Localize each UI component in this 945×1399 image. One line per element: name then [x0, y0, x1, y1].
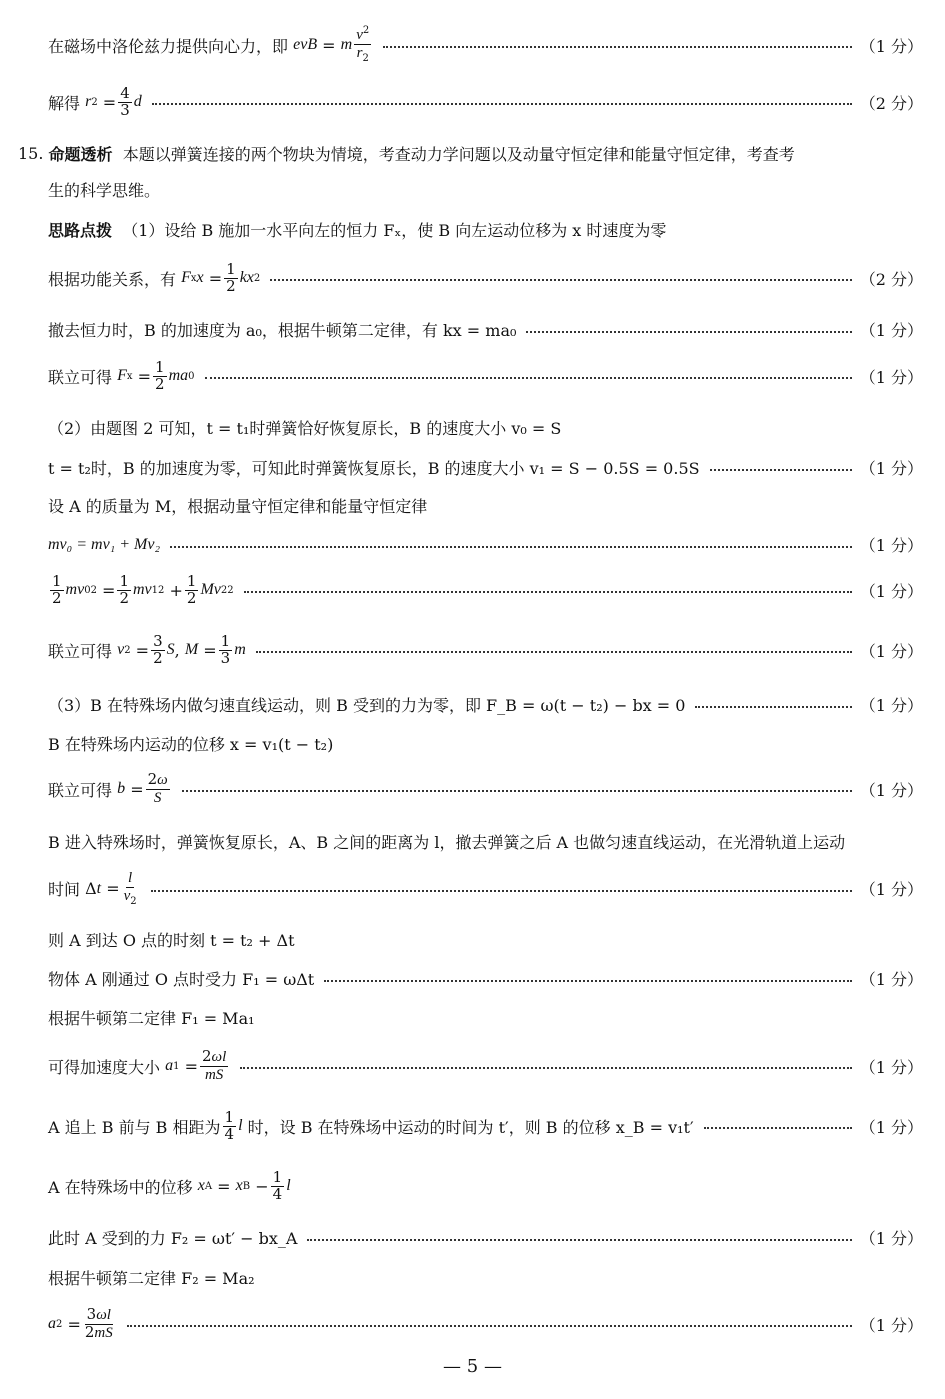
line-newton-f2	[48, 1266, 923, 1289]
line-work-energy: 根据功能关系，有 F x x = $\frac{1}{2}$ kx 2 （2 分）	[48, 260, 923, 295]
text: 根据牛顿第二定律 F₂ = Ma₂	[48, 1269, 255, 1288]
fraction: $\frac{1}{2}$	[155, 358, 165, 393]
line-force-f2	[48, 1226, 923, 1249]
score: （1 分）	[859, 1117, 923, 1137]
text: 此时 A 受到的力 F₂ = ωt′ − bx_A	[48, 1229, 298, 1248]
score: （2 分）	[859, 269, 923, 289]
line-accel-a2: a 2 = $\frac{3\omega l}{2mS}$ （1 分）	[48, 1305, 923, 1341]
score: （1 分）	[859, 459, 923, 478]
line-mass-a	[48, 494, 923, 517]
score: （1 分）	[859, 367, 923, 387]
leader-dots	[205, 377, 852, 379]
text: 根据牛顿第二定律 F₁ = Ma₁	[48, 1009, 255, 1028]
line-lorentz: 在磁场中洛伦兹力提供向心力，即 evB = m $\frac{v^2}{r_2}$ （1 分）	[48, 25, 923, 64]
score: （1 分）	[859, 1315, 923, 1335]
score: （1 分）	[859, 970, 923, 989]
leader-dots	[270, 279, 851, 281]
text: 可得加速度大小	[48, 1057, 161, 1077]
score: （1 分）	[859, 536, 923, 555]
line-accel-a1: 可得加速度大小 a 1 = $\frac{2\omega l}{mS}$ （1 分）	[48, 1047, 923, 1083]
text: 生的科学思维。	[48, 181, 161, 200]
leader-dots	[710, 469, 852, 471]
line-combine-fx: 联立可得 F x = $\frac{1}{2}$ ma 0 （1 分）	[48, 358, 923, 393]
leader-dots	[244, 591, 852, 593]
page-number: — 5 —	[443, 1356, 502, 1377]
leader-dots	[307, 1239, 851, 1241]
text: （1）设给 B 施加一水平向左的恒力 Fₓ，使 B 向左运动位移为 x 时速度为零	[122, 221, 667, 240]
leader-dots	[151, 890, 852, 892]
leader-dots	[182, 790, 852, 792]
leader-dots	[256, 651, 852, 653]
line-time-o	[48, 928, 923, 951]
score: （1 分）	[859, 36, 923, 56]
text: 根据功能关系，有	[48, 269, 177, 289]
line-enter-field	[48, 830, 923, 853]
text: B 在特殊场内运动的位移 x = v₁(t − t₂)	[48, 735, 334, 754]
line-force-f1	[48, 967, 923, 990]
text: 在磁场中洛伦兹力提供向心力，即	[48, 36, 289, 56]
score: （1 分）	[859, 780, 923, 800]
text: 设 A 的质量为 M，根据动量守恒定律和能量守恒定律	[48, 497, 428, 516]
line-displacement-b	[48, 732, 923, 755]
score: （2 分）	[859, 93, 923, 113]
text: 物体 A 刚通过 O 点时受力 F₁ = ωΔt	[48, 970, 315, 989]
score: （1 分）	[859, 581, 923, 601]
fraction: $\frac{v^2}{r_2}$	[356, 25, 370, 64]
line-newton	[48, 318, 923, 341]
score: （1 分）	[859, 1057, 923, 1077]
text: 撤去恒力时，B 的加速度为 a₀，根据牛顿第二定律，有 kx = ma₀	[48, 321, 517, 340]
line-energy: $\frac{1}{2}$ mv 0 2 = $\frac{1}{2}$ mv 1 2 + $\frac{1}{2}$ Mv 2 2 （1 分）	[52, 572, 923, 607]
score: （1 分）	[859, 696, 923, 715]
leader-dots	[704, 1127, 852, 1129]
text: t = t₂时，B 的加速度为零，可知此时弹簧恢复原长，B 的速度大小 v₁ = S − 0.5S = 0.5S	[48, 459, 700, 478]
equation: mv₀ = mv₁ + Mv₂	[48, 535, 161, 553]
line-delta-t: 时间 Δ t = $\frac{l}{v_2}$ （1 分）	[48, 870, 923, 907]
fraction: $\frac{1}{2}$	[226, 260, 236, 295]
score: （1 分）	[859, 1229, 923, 1248]
leader-dots	[695, 706, 851, 708]
text: 解得	[48, 93, 81, 113]
score: （1 分）	[859, 641, 923, 661]
text: 本题以弹簧连接的两个物块为情境，考查动力学问题以及动量守恒定律和能量守恒定律，考查考	[122, 145, 795, 164]
leader-dots	[152, 103, 852, 105]
text: A 追上 B 前与 B 相距为	[48, 1117, 221, 1137]
section-heading: 思路点拨	[48, 221, 113, 240]
text: 联立可得	[48, 641, 113, 661]
score: （1 分）	[859, 321, 923, 340]
line-solve-r2: 解得 r 2 = $\frac{4}{3}$ d （2 分）	[48, 84, 923, 119]
text: A 在特殊场中的位移	[48, 1177, 193, 1197]
text: 联立可得	[48, 367, 113, 387]
text: 时间	[48, 880, 81, 900]
line-part3	[48, 693, 923, 716]
text: （3）B 在特殊场内做匀速直线运动，则 B 受到的力为零，即 F_B = ω(t − t₂) − bx = 0	[48, 696, 686, 715]
text: （2）由题图 2 可知，t = t₁时弹簧恰好恢复原长，B 的速度大小 v₀ = S	[48, 419, 562, 438]
leader-dots	[240, 1067, 851, 1069]
section-heading: 命题透析	[48, 145, 113, 164]
line-combine-v2: 联立可得 v 2 = $\frac{3}{2}$ S , M = $\frac{1}{3}$ m （1 分）	[48, 632, 923, 667]
leader-dots	[324, 980, 851, 982]
question-15-intro	[18, 142, 923, 165]
hint-line	[48, 218, 923, 241]
leader-dots	[170, 546, 852, 548]
leader-dots	[383, 46, 851, 48]
line-t2	[48, 456, 923, 479]
line-combine-b: 联立可得 b = $\frac{2\omega}{S}$ （1 分）	[48, 770, 923, 806]
text: 则 A 到达 O 点的时刻 t = t₂ + Δt	[48, 931, 295, 950]
line-catch-up: A 追上 B 前与 B 相距为 $\frac{1}{4}$ l 时，设 B 在特殊场中运动的时间为 t′，则 B 的位移 x_B = v₁t′ （1 分）	[48, 1108, 923, 1143]
fraction: $\frac{4}{3}$	[120, 84, 130, 119]
text: 时，设 B 在特殊场中运动的时间为 t′，则 B 的位移 x_B = v₁t′	[247, 1117, 694, 1137]
question-15-intro-cont	[48, 178, 923, 201]
line-displacement-a: A 在特殊场中的位移 x A = x B − $\frac{1}{4}$ l	[48, 1168, 291, 1203]
line-part2	[48, 416, 923, 439]
text: B 进入特殊场时，弹簧恢复原长，A、B 之间的距离为 l，撤去弹簧之后 A 也做匀速直线运动，在光滑轨道上运动	[48, 833, 846, 852]
leader-dots	[127, 1325, 852, 1327]
score: （1 分）	[859, 880, 923, 900]
leader-dots	[526, 331, 851, 333]
line-newton-f1	[48, 1006, 923, 1029]
line-momentum	[48, 533, 923, 556]
text: 联立可得	[48, 780, 113, 800]
question-number: 15.	[18, 144, 44, 163]
